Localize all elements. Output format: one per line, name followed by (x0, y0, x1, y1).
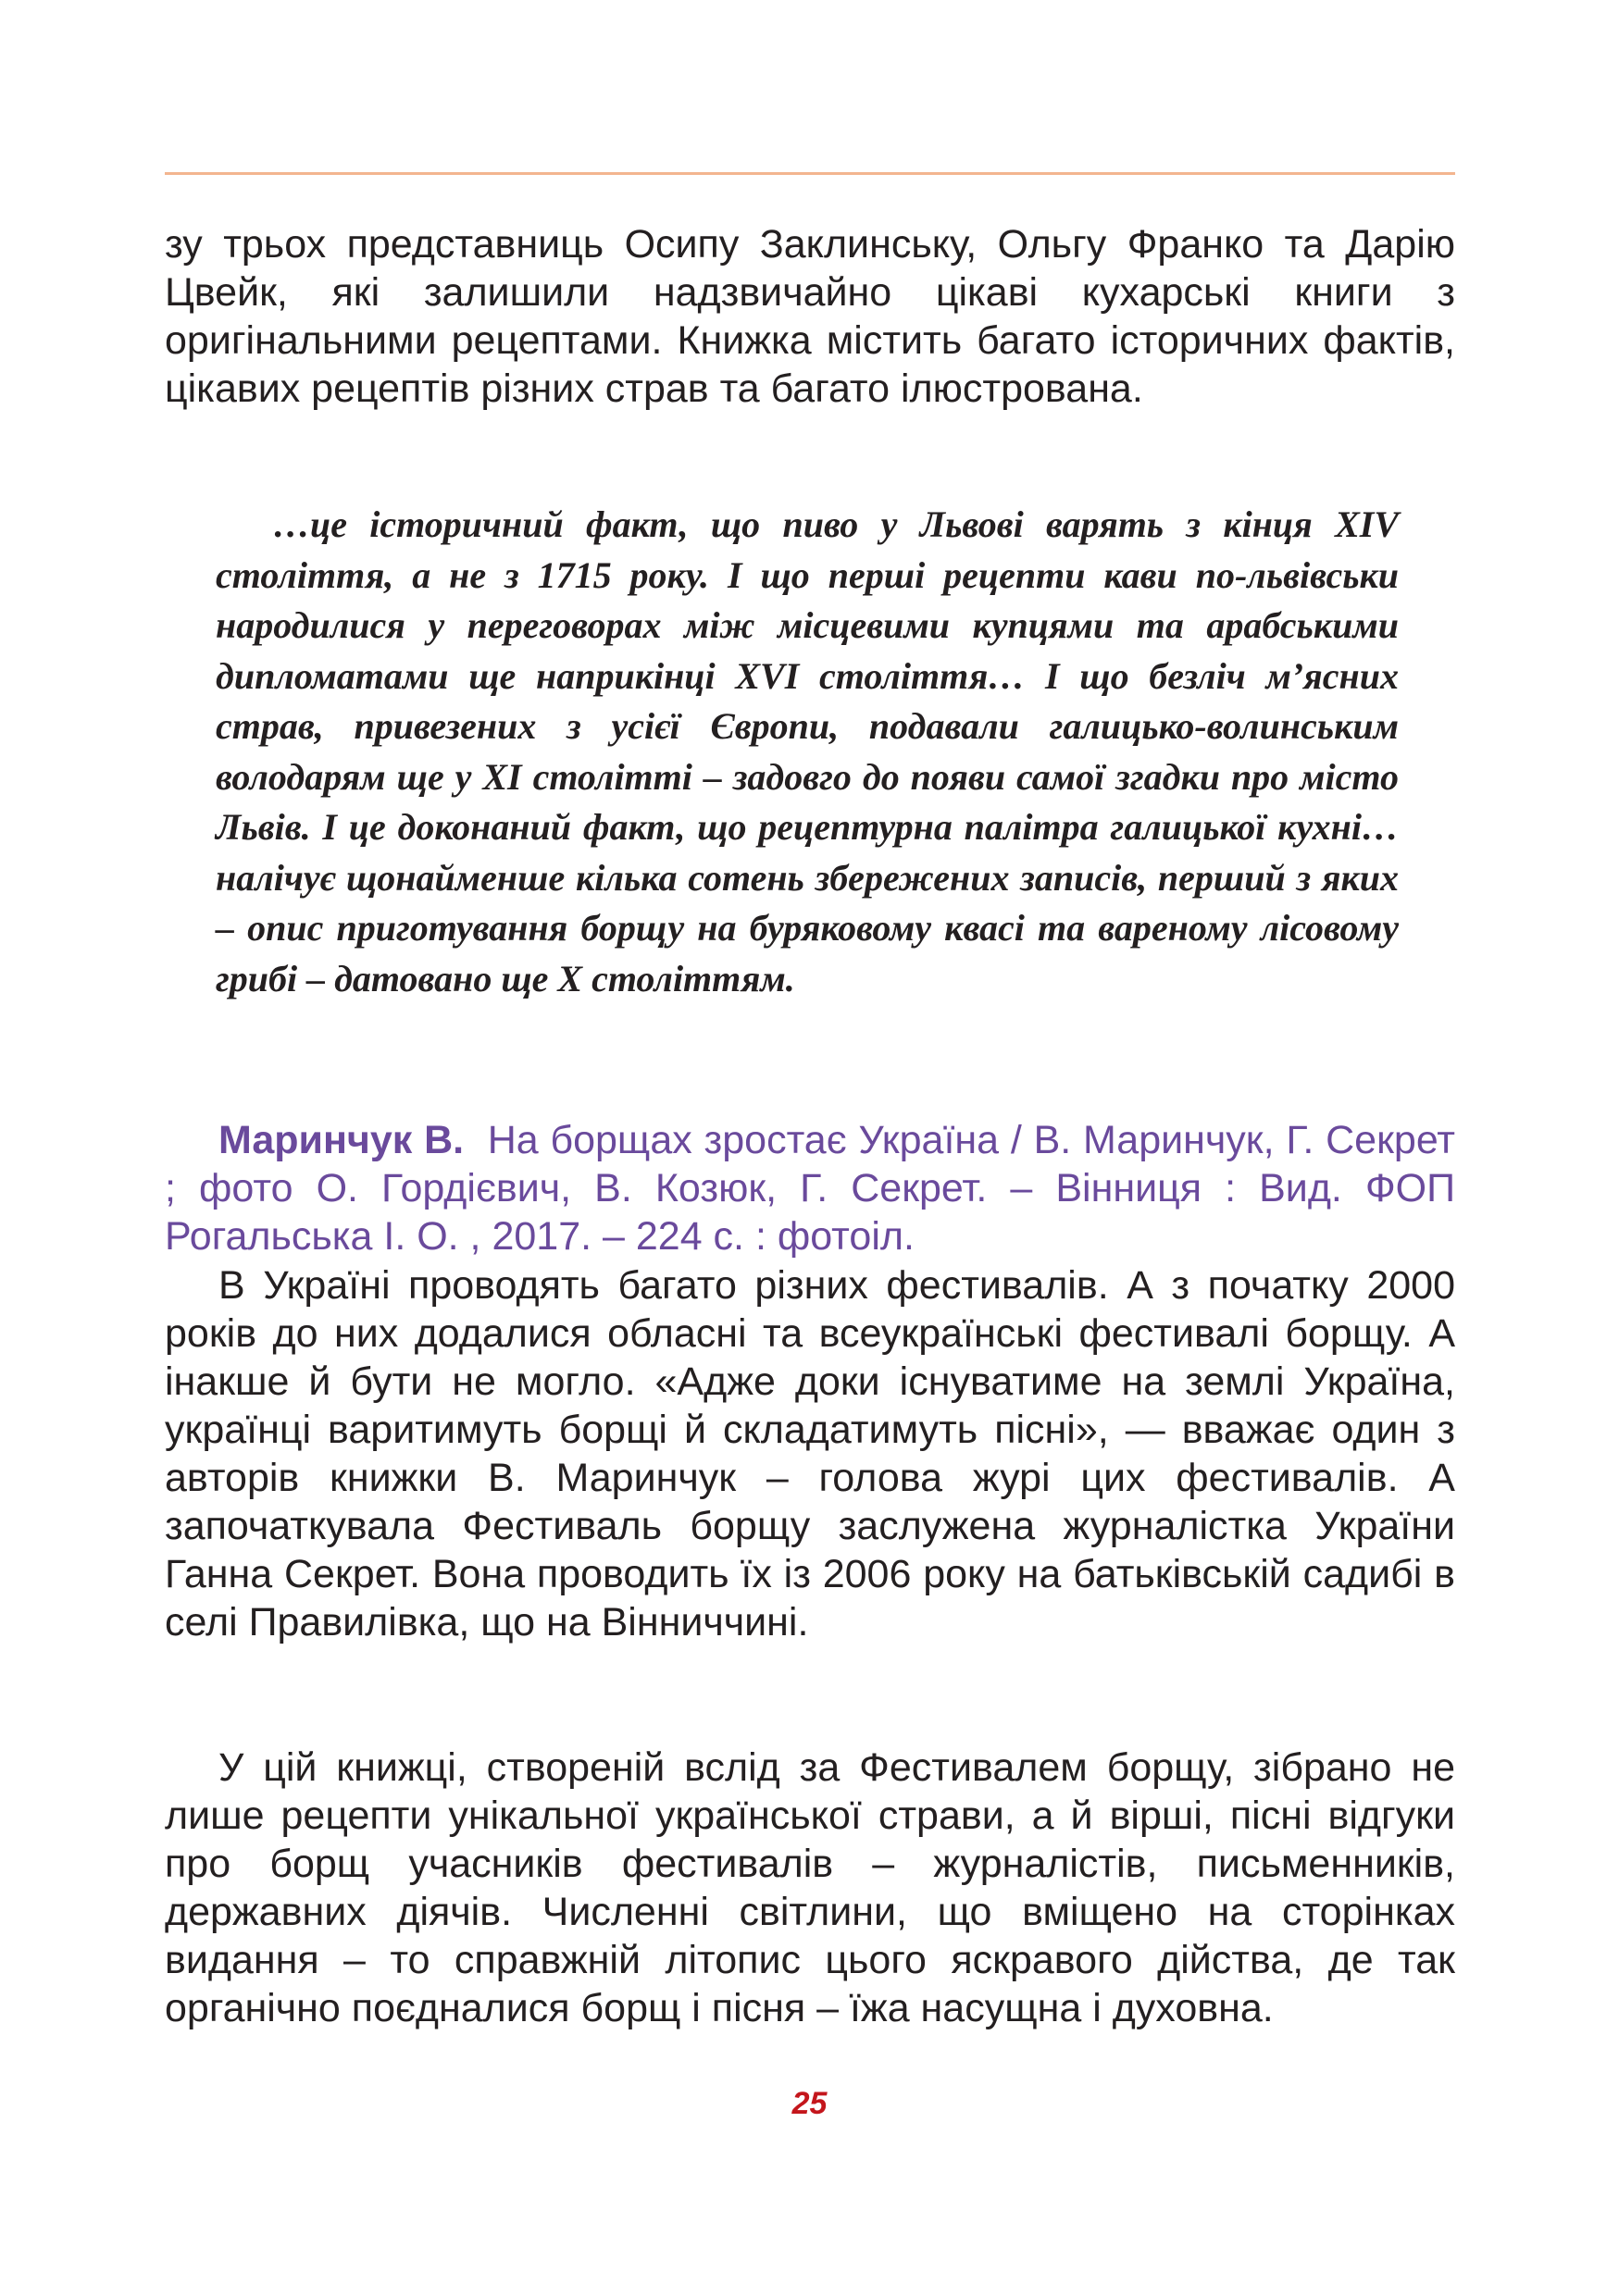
page-number: 25 (791, 2086, 828, 2121)
intro-paragraph: зу трьох представниць Осипу Заклинську, Ольгу Франко та Дарію Цвейк, які залишили надзвичайно цікаві кухарські книги з оригінальними рецептами. Книжка містить багато історичних фактів, цікавих рецептів різних страв та багато ілюстрована. (165, 222, 1455, 411)
citation-author: Маринчук В. (218, 1118, 465, 1162)
book-quote: …це історичний факт, що пиво у Львові варять з кінця XIV століття, а не з 1715 року. І що перші рецепти кави по-львівськи народилися у переговорах між місцевими купцями та арабськими дипломатами ще наприкінці XVI століття… І що безліч м’ясних страв, привезених з усієї Європи, подавали галицько-волинським володарям ще у XI столітті – задовго до появи самої згадки про місто Львів. І це доконаний факт, що рецептурна палітра галицької кухні… налічує щонайменше кілька сотень збережених записів, перший з яких – опис приготування борщу на буряковому квасі та вареному лісовому грибі – датовано ще X століттям. (216, 503, 1399, 999)
header-rule (165, 172, 1455, 175)
book-citation (165, 1116, 1455, 1260)
description-paragraph-2: У цій книжці, створеній вслід за Фестивалем борщу, зібрано не лише рецепти унікальної української страви, а й вірші, пісні відгуки про борщ учасників фестивалів – журналістів, письменників, державних діячів. Численні світлини, що вміщено на сторінках видання – то справжній літопис цього яскравого дійства, де так органічно поєдналися борщ і пісня – їжа насущна і духовна. (165, 1745, 1455, 2030)
citation-details: На борщах зростає Україна / В. Маринчук, Г. Секрет ; фото О. Гордієвич, В. Козюк, Г. Секрет. – Вінниця : Вид. ФОП Рогальська І. О. , 2017. – 224 с. : фотоіл. (165, 1118, 1455, 1259)
description-paragraph-1: В Україні проводять багато різних фестивалів. А з початку 2000 років до них додалися обласні та всеукраїнські фестивалі борщу. А інакше й бути не могло. «Адже доки існуватиме на землі Україна, українці варитимуть борщі й складатимуть пісні», — вважає один з авторів книжки В. Маринчук – голова журі цих фестивалів. А започаткувала Фестиваль борщу заслужена журналістка України Ганна Секрет. Вона проводить їх із 2006 року на батьківській садибі в селі Правилівка, що на Вінниччині. (165, 1263, 1455, 1644)
